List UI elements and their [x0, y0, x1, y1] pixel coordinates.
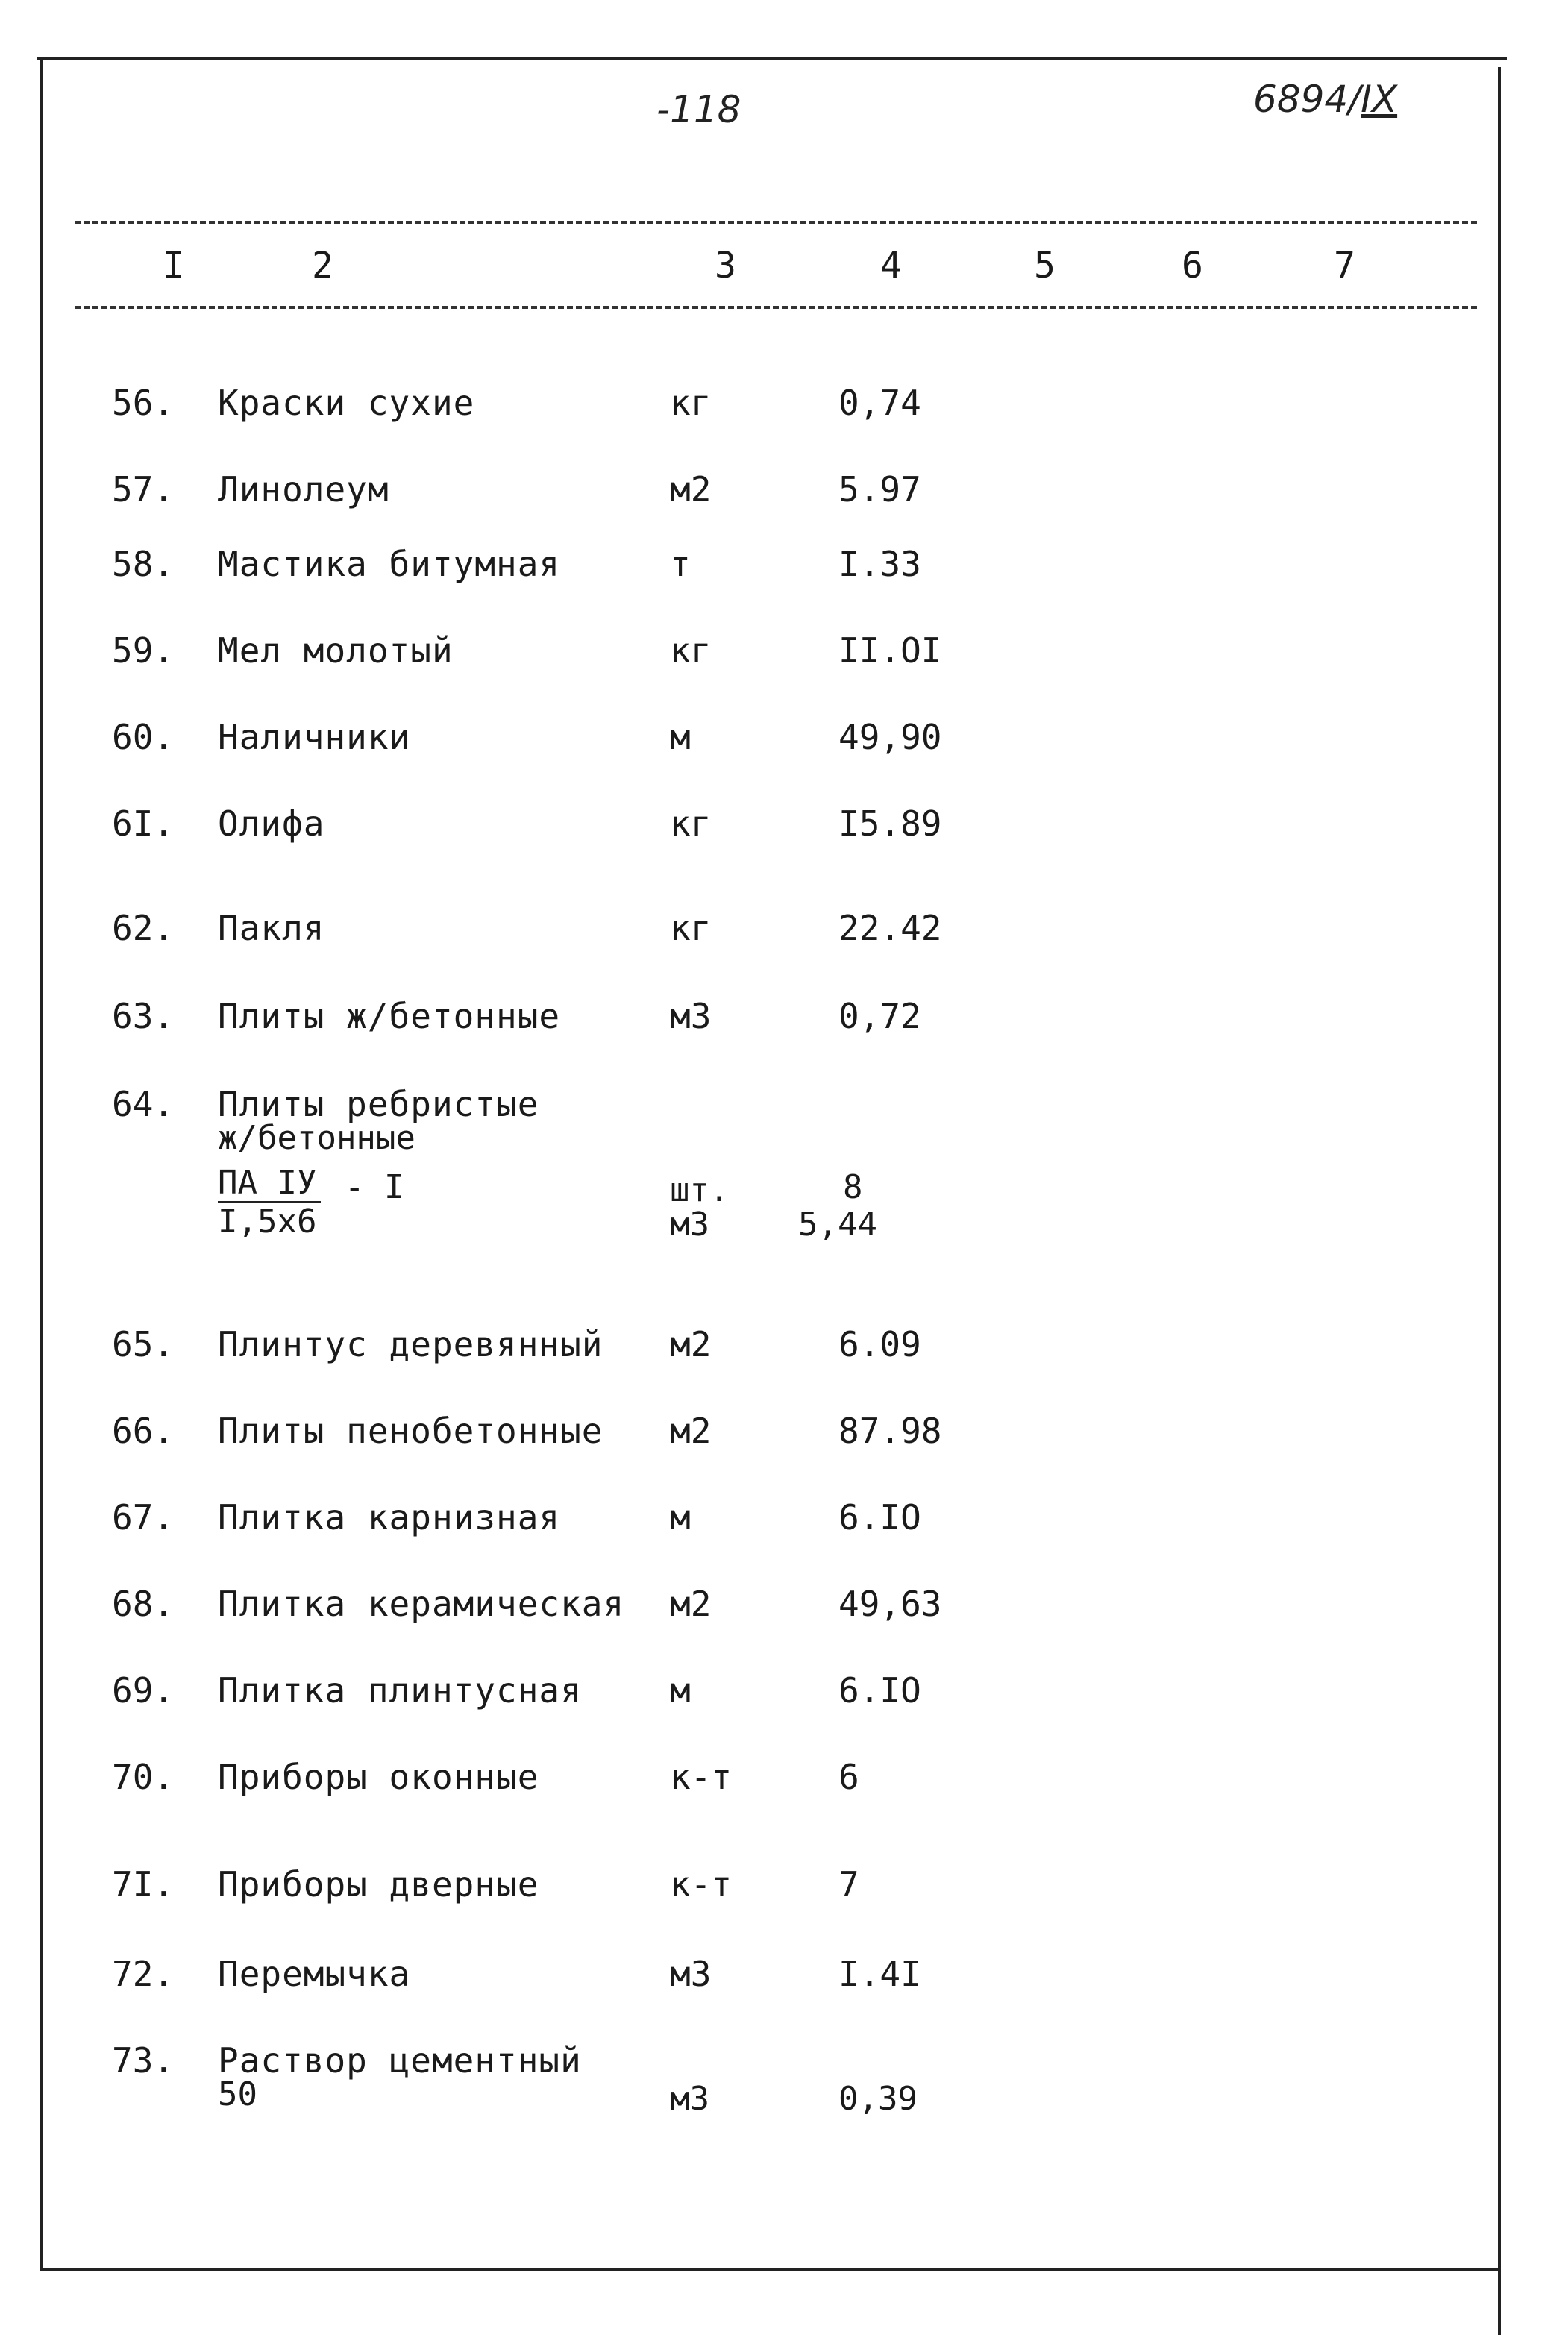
unit: м	[670, 717, 691, 757]
archive-number	[1253, 78, 1397, 121]
unit: м2	[670, 1584, 712, 1624]
column-header-6: 6	[1182, 245, 1203, 286]
material-name: Олифа	[218, 803, 325, 844]
unit: м3	[670, 996, 712, 1036]
row-number: 62.	[112, 908, 175, 948]
quantity: 87.98	[838, 1411, 942, 1451]
page-frame-top	[37, 57, 1507, 60]
material-name: Приборы оконные	[218, 1757, 539, 1797]
material-name: Плитка керамическая	[218, 1584, 625, 1624]
table-row	[0, 1325, 1568, 1370]
material-name: Мастика битумная	[218, 544, 561, 584]
row-number: 67.	[112, 1497, 175, 1538]
row-number: 59.	[112, 630, 175, 671]
material-name: Раствор цементный	[218, 2040, 582, 2081]
quantity: 8	[843, 1168, 863, 1206]
header-divider-bottom	[75, 306, 1477, 309]
unit-secondary: м3	[670, 1206, 709, 1244]
row-number: 69.	[112, 1670, 175, 1711]
column-header-4: 4	[880, 245, 902, 286]
quantity-secondary: 5,44	[798, 1206, 877, 1244]
unit: м	[670, 1670, 691, 1711]
type-fraction-denominator: I,5х6	[218, 1203, 317, 1241]
quantity: 6.IO	[838, 1497, 921, 1538]
quantity: 49,63	[838, 1584, 942, 1624]
material-name: Плиты ребристые	[218, 1084, 539, 1124]
unit: кг	[670, 803, 712, 844]
table-row	[0, 1411, 1568, 1456]
page-frame-bottom	[40, 2268, 1501, 2271]
material-name-line-2: ж/бетонные	[218, 1119, 415, 1157]
type-fraction-suffix: - I	[345, 1168, 404, 1206]
table-row	[0, 804, 1568, 849]
unit: к-т	[670, 1757, 733, 1797]
material-name: Линолеум	[218, 469, 389, 510]
row-number: 60.	[112, 717, 175, 757]
table-row	[0, 1498, 1568, 1543]
quantity: 49,90	[838, 717, 942, 757]
archive-number-roman: IX	[1361, 78, 1398, 121]
unit: м3	[670, 1954, 712, 1994]
row-number: 58.	[112, 544, 175, 584]
table-row	[0, 718, 1568, 762]
header-divider-top	[75, 221, 1477, 224]
column-header-5: 5	[1034, 245, 1056, 286]
row-number: 65.	[112, 1324, 175, 1364]
unit: кг	[670, 908, 712, 948]
unit: м2	[670, 1324, 712, 1364]
row-number: 6I.	[112, 803, 175, 844]
row-number: 64.	[112, 1084, 175, 1124]
column-header-2: 2	[312, 245, 333, 286]
material-name: Плинтус деревянный	[218, 1324, 603, 1364]
unit: м2	[670, 469, 712, 510]
table-row	[0, 1865, 1568, 1910]
column-header-1: I	[163, 245, 184, 286]
material-name: Пакля	[218, 908, 325, 948]
quantity: 6.09	[838, 1324, 921, 1364]
table-row	[0, 1585, 1568, 1629]
row-number: 73.	[112, 2040, 175, 2081]
unit: м3	[670, 2080, 709, 2118]
unit: шт.	[670, 1171, 730, 1209]
row-number: 7I.	[112, 1864, 175, 1905]
material-name: Плиты пенобетонные	[218, 1411, 603, 1451]
table-row	[0, 1671, 1568, 1716]
row-number: 56.	[112, 383, 175, 423]
quantity: 7	[838, 1864, 859, 1905]
material-name: Краски сухие	[218, 383, 475, 423]
material-name: Плитка карнизная	[218, 1497, 561, 1538]
table-row	[0, 545, 1568, 589]
table-row	[0, 383, 1568, 428]
unit: т	[670, 544, 691, 584]
type-fraction-numerator: ПА IУ	[218, 1165, 321, 1203]
table-row	[0, 470, 1568, 515]
quantity: I.4I	[838, 1954, 921, 1994]
column-header-3: 3	[715, 245, 736, 286]
column-header-7: 7	[1334, 245, 1355, 286]
table-row	[0, 1758, 1568, 1802]
quantity: 6	[838, 1757, 859, 1797]
material-name: Плиты ж/бетонные	[218, 996, 561, 1036]
table-row	[0, 997, 1568, 1041]
quantity: I5.89	[838, 803, 942, 844]
unit: к-т	[670, 1864, 733, 1905]
row-number: 68.	[112, 1584, 175, 1624]
quantity: I.33	[838, 544, 921, 584]
material-name-line-2: 50	[218, 2075, 257, 2113]
table-row	[0, 1955, 1568, 1999]
material-name: Наличники	[218, 717, 411, 757]
material-name: Плитка плинтусная	[218, 1670, 582, 1711]
archive-number-main: 6894/	[1253, 78, 1361, 121]
quantity: 0,74	[838, 383, 921, 423]
quantity: II.OI	[838, 630, 942, 671]
row-number: 70.	[112, 1757, 175, 1797]
unit: м	[670, 1497, 691, 1538]
unit: м2	[670, 1411, 712, 1451]
material-name: Мел молотый	[218, 630, 454, 671]
material-name: Перемычка	[218, 1954, 411, 1994]
table-row	[0, 631, 1568, 676]
table-row	[0, 909, 1568, 953]
row-number: 57.	[112, 469, 175, 510]
quantity: 5.97	[838, 469, 921, 510]
material-name: Приборы дверные	[218, 1864, 539, 1905]
quantity: 0,72	[838, 996, 921, 1036]
unit: кг	[670, 630, 712, 671]
row-number: 72.	[112, 1954, 175, 1994]
page-number: -118	[656, 88, 741, 131]
quantity: 22.42	[838, 908, 942, 948]
quantity: 0,39	[838, 2080, 918, 2118]
row-number: 66.	[112, 1411, 175, 1451]
row-number: 63.	[112, 996, 175, 1036]
unit: кг	[670, 383, 712, 423]
quantity: 6.IO	[838, 1670, 921, 1711]
